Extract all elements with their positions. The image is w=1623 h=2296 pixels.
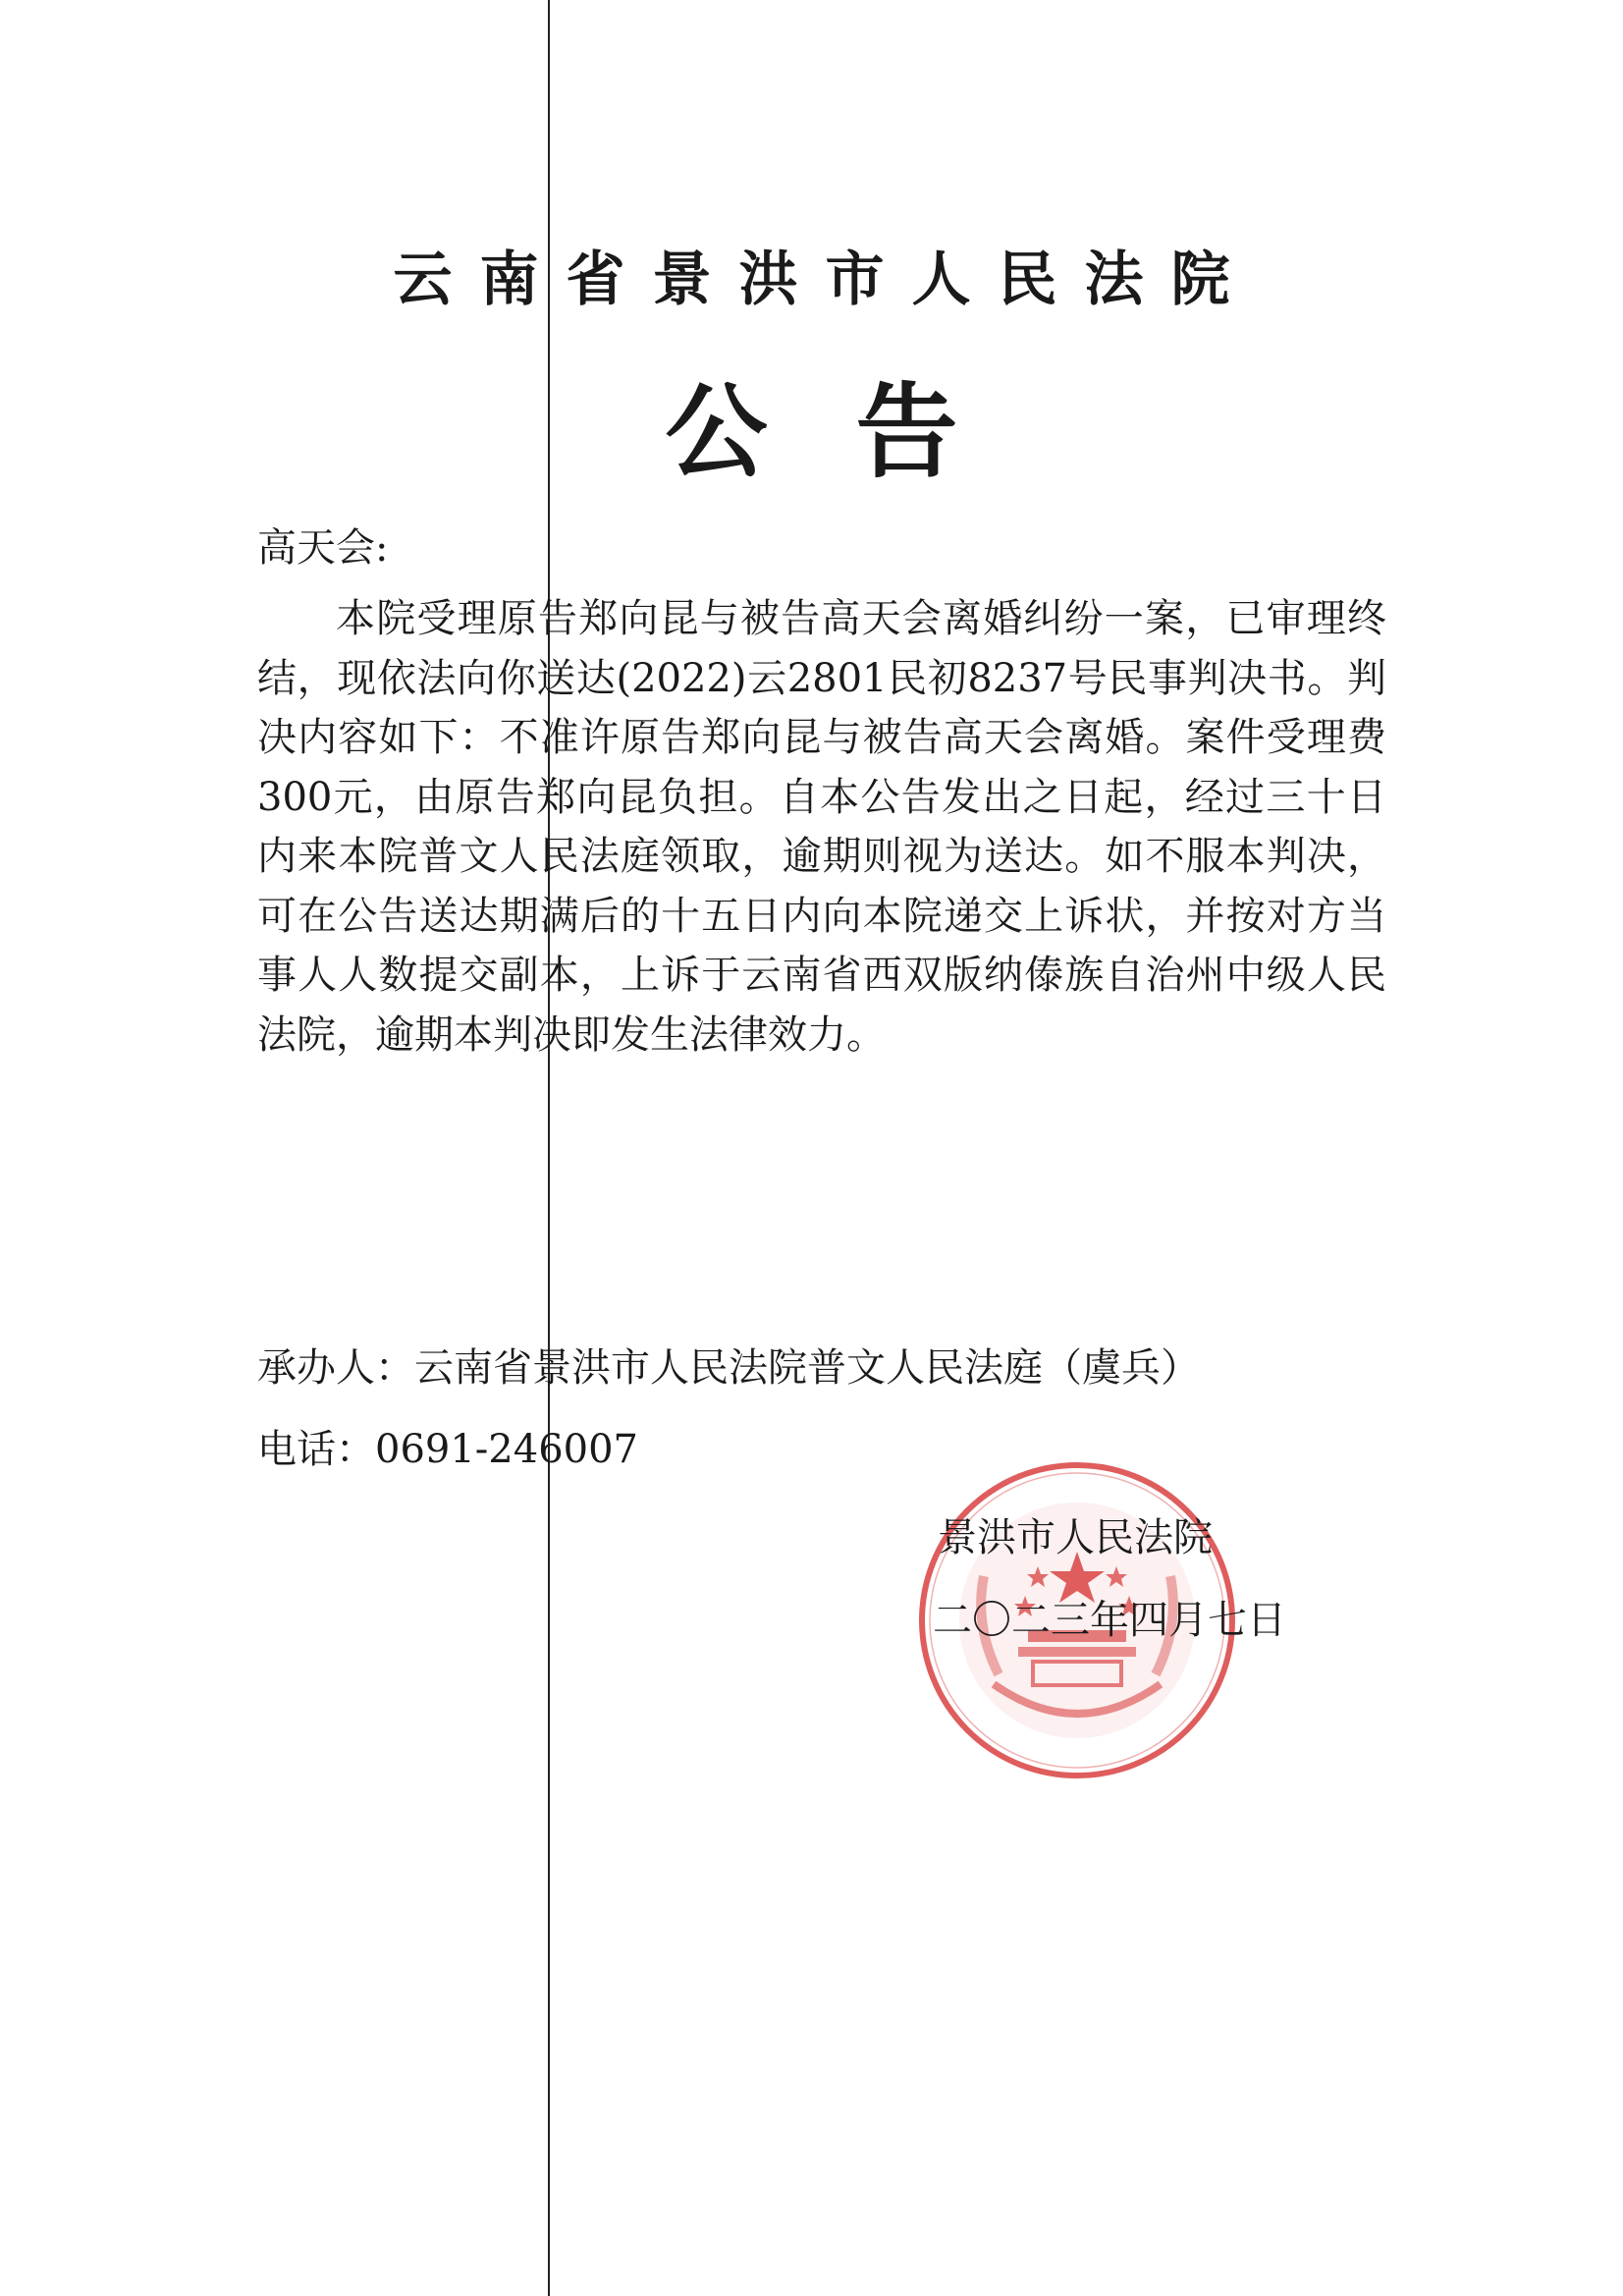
- notice-body: 本院受理原告郑向昆与被告高天会离婚纠纷一案，已审理终结，现依法向你送达(2022)云2801民初8237号民事判决书。判决内容如下：不准许原告郑向昆与被告高天会离婚。案件受理费300元，由原告郑向昆负担。自本公告发出之日起，经过三十日内来本院普文人民法庭领取，逾期则视为送达。如不服本判决，可在公告送达期满后的十五日内向本院递交上诉状，并按对方当事人人数提交副本，上诉于云南省西双版纳傣族自治州中级人民法院，逾期本判决即发生法律效力。: [257, 596, 1386, 1058]
- signing-date: 二〇二三年四月七日: [933, 1598, 1286, 1643]
- document-title: 公告: [665, 372, 1047, 492]
- addressee: 高天会:: [257, 525, 389, 571]
- contact-phone: 电话：0691-246007: [257, 1427, 639, 1472]
- case-handler: 承办人：云南省景洪市人民法院普文人民法庭（虞兵）: [257, 1345, 1200, 1391]
- court-name-heading: 云南省景洪市人民法院: [393, 246, 1258, 314]
- signing-court: 景洪市人民法院: [938, 1515, 1213, 1560]
- scan-fold-line: [548, 0, 550, 2296]
